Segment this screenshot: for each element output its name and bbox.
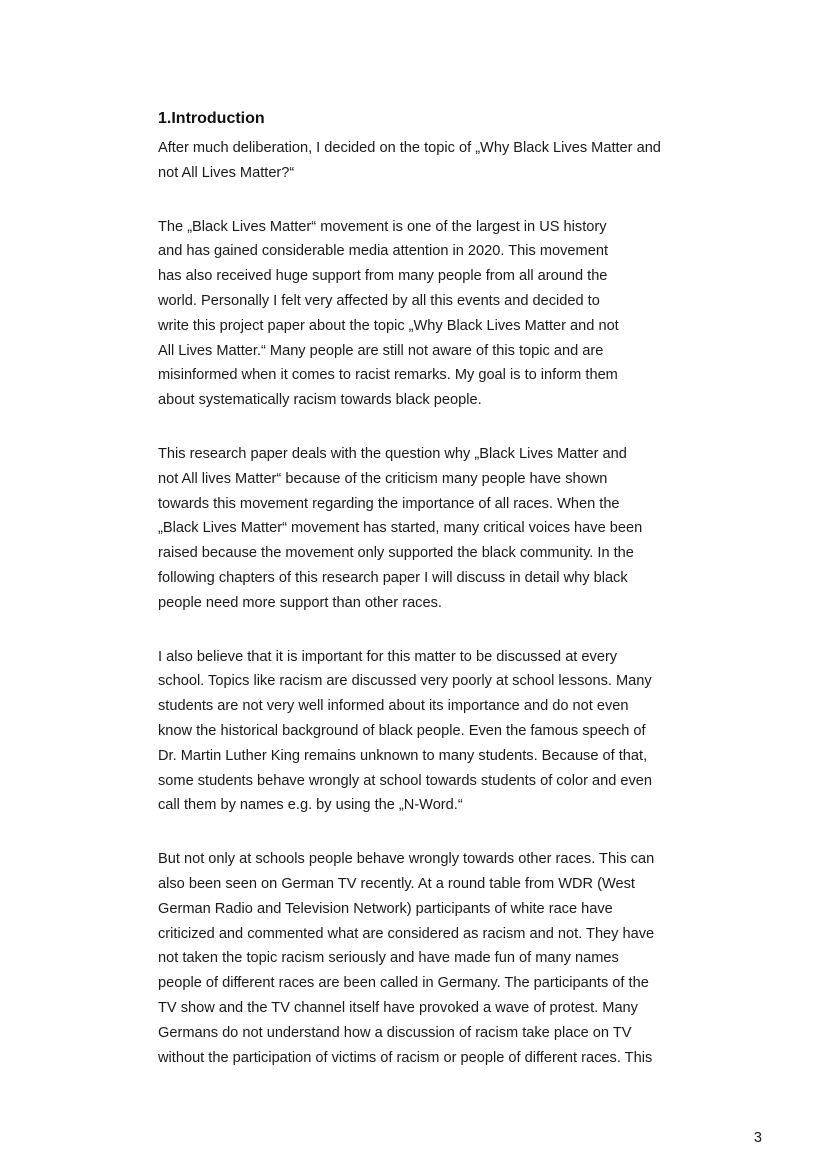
research-question-paragraph: This research paper deals with the question why „Black Lives Matter and not All lives Matter“ because of the criticism many people have shown towards this movement regarding the importance of all races. When the „Black Lives Matter“ movement has started, many critical voices have been raised because the movement only supported the black community. In the following chapters of this research paper I will discuss in detail why black people need more support than other races. <box>158 445 643 611</box>
german-tv-paragraph: But not only at schools people behave wrongly towards other races. This can also been seen on German TV recently. At a round table from WDR (West German Radio and Television Network) participants of white race have criticized and commented what are considered as racism and not. They have not taken the topic racism seriously and have made fun of many names people of different races are been called in Germany. The participants of the TV show and the TV channel itself have provoked a wave of protest. Many Germans do not understand how a discussion of racism take place on TV without the participation of victims of racism or people of different races. This <box>158 851 655 1066</box>
intro-paragraph: After much deliberation, I decided on the topic of „Why Black Lives Matter and not All Lives Matter?“ <box>158 140 661 181</box>
school-paragraph: I also believe that it is important for this matter to be discussed at every school. Topics like racism are discussed very poorly at school lessons. Many students are not very well informed about its importance and do not even know the historical background of black people. Even the famous speech of Dr. Martin Luther King remains unknown to many students. Because of that, some students behave wrongly at school towards students of color and even call them by names e.g. by using the „N-Word.“ <box>158 648 653 814</box>
section-heading: 1.Introduction <box>158 110 265 127</box>
page-content <box>158 108 718 1099</box>
page-number: 3 <box>753 1130 762 1146</box>
movement-paragraph: The „Black Lives Matter“ movement is one of the largest in US history and has gained considerable media attention in 2020. This movement has also received huge support from many people from all around the world. Personally I felt very affected by all this events and decided to write this project paper about the topic „Why Black Lives Matter and not All Lives Matter.“ Many people are still not aware of this topic and are misinformed when it comes to racist remarks. My goal is to inform them about systematically racism towards black people. <box>158 218 619 409</box>
